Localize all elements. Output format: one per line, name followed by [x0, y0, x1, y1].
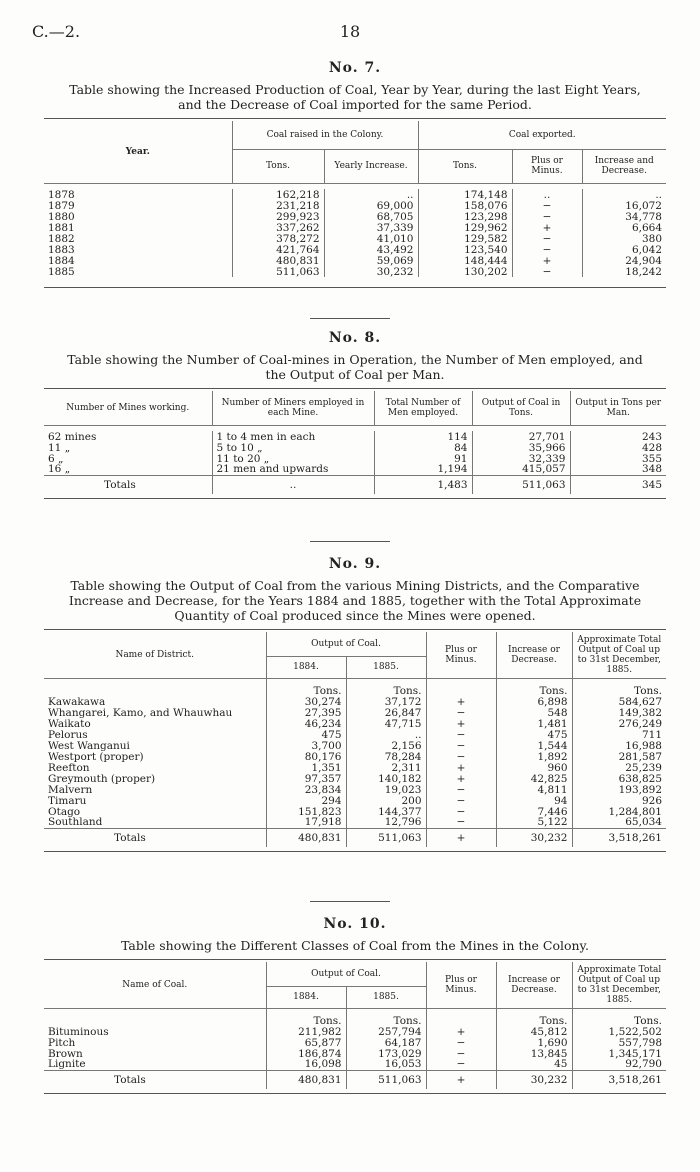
increase-cell: 69,000: [324, 200, 418, 211]
output-1884-cell: 80,176: [266, 751, 346, 762]
plus-minus-cell: −: [426, 1059, 496, 1070]
output-1884-cell: 3,700: [266, 740, 346, 751]
document-code: C.—2.: [32, 22, 81, 41]
total-output-cell: 557,798: [572, 1037, 666, 1048]
table-8: [44, 391, 666, 494]
increase-cell: 41,010: [324, 233, 418, 244]
table-10-number: No. 10.: [323, 916, 387, 932]
export-tons-cell: 174,148: [418, 189, 512, 200]
output-1885-cell: 47,715: [346, 718, 426, 729]
district-cell: [44, 729, 266, 740]
output-1885-cell: 2,156: [346, 740, 426, 751]
miners-each-cell: 11 to 20 „: [212, 453, 374, 464]
increase-decrease-cell: ..: [582, 189, 666, 200]
mines-cell: [44, 431, 212, 442]
totals-1884: 480,831: [266, 828, 346, 847]
table-10-caption: Table showing the Different Classes of Coal from the Mines in the Colony.: [121, 938, 589, 953]
per-man-cell: 355: [570, 453, 666, 464]
blank-cell: [44, 1008, 266, 1026]
totals-1885: 511,063: [346, 1070, 426, 1089]
increase-decrease-cell: 1,481: [496, 718, 572, 729]
col-total-output: Approximate Total Output of Coal up to 31st December, 1885.: [572, 962, 666, 1008]
plus-minus-cell: +: [512, 222, 582, 233]
total-output-cell: 281,587: [572, 751, 666, 762]
plus-minus-cell: −: [426, 795, 496, 806]
table-row: [44, 431, 666, 442]
per-man-cell: 348: [570, 464, 666, 475]
col-exported: Coal exported.: [418, 121, 666, 149]
totals-output: 511,063: [472, 475, 570, 494]
table-row: [44, 696, 666, 707]
plus-minus-cell: +: [426, 1026, 496, 1037]
table-9-section: [44, 556, 666, 852]
totals-per-man: 345: [570, 475, 666, 494]
table-row: [44, 442, 666, 453]
row-label: Pelorus: [48, 728, 88, 741]
col-1884: 1884.: [266, 986, 346, 1008]
table-10-section: [44, 916, 666, 1094]
row-label: Brown: [48, 1047, 83, 1060]
year-cell: [44, 211, 232, 222]
col-plus-minus: Plus or Minus.: [512, 149, 582, 183]
total-output-cell: 1,345,171: [572, 1048, 666, 1059]
row-label: West Wanganui: [48, 739, 130, 752]
output-1885-cell: 12,796: [346, 817, 426, 828]
col-export-tons: Tons.: [418, 149, 512, 183]
totals-row: [44, 828, 666, 847]
blank-cell: [426, 678, 496, 696]
output-1885-cell: 19,023: [346, 784, 426, 795]
total-output-cell: 16,988: [572, 740, 666, 751]
table-10: [44, 962, 666, 1089]
output-1884-cell: 294: [266, 795, 346, 806]
increase-cell: ..: [324, 189, 418, 200]
row-label: 11 „: [48, 441, 71, 454]
plus-minus-cell: −: [512, 266, 582, 277]
increase-decrease-cell: 6,042: [582, 244, 666, 255]
totals-total-output: 3,518,261: [572, 1070, 666, 1089]
total-output-cell: 1,522,502: [572, 1026, 666, 1037]
output-cell: 415,057: [472, 464, 570, 475]
table-8-section: [44, 330, 666, 499]
table-row: [44, 244, 666, 255]
row-label: 6 „: [48, 452, 64, 465]
totals-1884: 480,831: [266, 1070, 346, 1089]
plus-minus-cell: −: [426, 729, 496, 740]
blank-cell: [426, 1008, 496, 1026]
unit-label: Tons.: [266, 678, 346, 696]
miners-each-cell: 1 to 4 men in each: [212, 431, 374, 442]
table-row: [44, 1037, 666, 1048]
district-cell: [44, 795, 266, 806]
total-output-cell: 926: [572, 795, 666, 806]
plus-minus-cell: −: [512, 211, 582, 222]
col-tons: Tons.: [232, 149, 324, 183]
table-row: [44, 707, 666, 718]
row-label: Whangarei, Kamo, and Whauwhau: [48, 706, 233, 719]
plus-minus-cell: +: [426, 773, 496, 784]
totals-label: Totals: [114, 831, 146, 844]
table-row: [44, 464, 666, 475]
table-7: [44, 121, 666, 281]
col-coal-name: Name of Coal.: [122, 979, 188, 990]
totals-increase-decrease: 30,232: [496, 1070, 572, 1089]
table-row: [44, 453, 666, 464]
output-1884-cell: 16,098: [266, 1059, 346, 1070]
table-row: [44, 1059, 666, 1070]
totals-label: Totals: [104, 478, 136, 491]
page-header: [32, 22, 668, 42]
increase-decrease-cell: 18,242: [582, 266, 666, 277]
increase-decrease-cell: 475: [496, 729, 572, 740]
total-output-cell: 711: [572, 729, 666, 740]
district-cell: [44, 762, 266, 773]
table-row: [44, 718, 666, 729]
increase-decrease-cell: 94: [496, 795, 572, 806]
table-7-caption: Table showing the Increased Production of Coal, Year by Year, during the last Eight Years, and the Decrease of Coal imported for the same Period.: [69, 82, 641, 112]
output-1885-cell: 144,377: [346, 806, 426, 817]
increase-decrease-cell: 13,845: [496, 1048, 572, 1059]
output-cell: 35,966: [472, 442, 570, 453]
blank-cell: [44, 678, 266, 696]
unit-label: Tons.: [346, 678, 426, 696]
increase-decrease-cell: 6,664: [582, 222, 666, 233]
output-1885-cell: 257,794: [346, 1026, 426, 1037]
export-tons-cell: 129,962: [418, 222, 512, 233]
col-miners-each: Number of Miners employed in each Mine.: [212, 391, 374, 425]
table-row: [44, 740, 666, 751]
men-cell: 114: [374, 431, 472, 442]
tons-cell: 511,063: [232, 266, 324, 277]
district-cell: [44, 718, 266, 729]
row-label: Kawakawa: [48, 695, 106, 708]
plus-minus-cell: −: [426, 740, 496, 751]
row-label: Westport (proper): [48, 750, 144, 763]
table-row: [44, 806, 666, 817]
increase-cell: 43,492: [324, 244, 418, 255]
year-cell: [44, 233, 232, 244]
units-row: [44, 678, 666, 696]
output-1885-cell: ..: [346, 729, 426, 740]
col-1884: 1884.: [266, 656, 346, 678]
increase-decrease-cell: 1,690: [496, 1037, 572, 1048]
increase-decrease-cell: 34,778: [582, 211, 666, 222]
district-cell: [44, 773, 266, 784]
output-1884-cell: 1,351: [266, 762, 346, 773]
men-cell: 1,194: [374, 464, 472, 475]
row-label: 1878: [48, 188, 75, 201]
page-number: 18: [339, 22, 361, 41]
output-1884-cell: 23,834: [266, 784, 346, 795]
totals-each: ..: [212, 475, 374, 494]
table-7-section: [44, 60, 666, 288]
totals-row: [44, 1070, 666, 1089]
tons-cell: 162,218: [232, 189, 324, 200]
increase-decrease-cell: 1,544: [496, 740, 572, 751]
increase-decrease-cell: 45,812: [496, 1026, 572, 1037]
plus-minus-cell: −: [426, 817, 496, 828]
output-1884-cell: 475: [266, 729, 346, 740]
row-label: 1885: [48, 265, 75, 278]
output-cell: 32,339: [472, 453, 570, 464]
output-1885-cell: 64,187: [346, 1037, 426, 1048]
tons-cell: 480,831: [232, 255, 324, 266]
increase-decrease-cell: 1,892: [496, 751, 572, 762]
output-cell: 27,701: [472, 431, 570, 442]
row-label: Bituminous: [48, 1025, 109, 1038]
increase-cell: 37,339: [324, 222, 418, 233]
totals-total-output: 3,518,261: [572, 828, 666, 847]
output-1884-cell: 17,918: [266, 817, 346, 828]
total-output-cell: 276,249: [572, 718, 666, 729]
coal-name-cell: [44, 1059, 266, 1070]
col-1885: 1885.: [346, 986, 426, 1008]
col-total-men: Total Number of Men employed.: [374, 391, 472, 425]
row-label: Southland: [48, 816, 103, 829]
plus-minus-cell: −: [426, 707, 496, 718]
totals-men: 1,483: [374, 475, 472, 494]
plus-minus-cell: +: [426, 696, 496, 707]
plus-minus-cell: −: [426, 751, 496, 762]
district-cell: [44, 707, 266, 718]
col-district: Name of District.: [115, 649, 195, 660]
district-cell: [44, 751, 266, 762]
table-row: [44, 1048, 666, 1059]
output-1884-cell: 65,877: [266, 1037, 346, 1048]
tons-cell: 421,764: [232, 244, 324, 255]
row-label: 1880: [48, 210, 75, 223]
export-tons-cell: 129,582: [418, 233, 512, 244]
col-raised: Coal raised in the Colony.: [232, 121, 418, 149]
table-8-caption: Table showing the Number of Coal-mines in Operation, the Number of Men employed, and the Output of Coal per Man.: [67, 352, 643, 382]
totals-plus-minus: +: [426, 1070, 496, 1089]
export-tons-cell: 130,202: [418, 266, 512, 277]
row-label: 1879: [48, 199, 75, 212]
col-increase-decrease: Increase or Decrease.: [496, 962, 572, 1008]
row-label: Malvern: [48, 783, 93, 796]
district-cell: [44, 817, 266, 828]
output-1885-cell: 2,311: [346, 762, 426, 773]
table-row: [44, 189, 666, 200]
row-label: 1884: [48, 254, 75, 267]
plus-minus-cell: +: [426, 762, 496, 773]
table-row: [44, 729, 666, 740]
table-row: [44, 795, 666, 806]
totals-row: [44, 475, 666, 494]
total-output-cell: 25,239: [572, 762, 666, 773]
export-tons-cell: 123,298: [418, 211, 512, 222]
coal-name-cell: [44, 1026, 266, 1037]
table-9-caption: Table showing the Output of Coal from the various Mining Districts, and the Comparative Increase and Decrease, for the Years 1884 and 1885, together with the Total Approximate Quantity of Coal produced since the Mines were opened.: [68, 578, 642, 623]
increase-decrease-cell: 42,825: [496, 773, 572, 784]
tons-cell: 231,218: [232, 200, 324, 211]
output-1884-cell: 27,395: [266, 707, 346, 718]
col-year: Year.: [125, 146, 150, 157]
table-row: [44, 200, 666, 211]
export-tons-cell: 123,540: [418, 244, 512, 255]
unit-label: Tons.: [496, 678, 572, 696]
table-row: [44, 222, 666, 233]
year-cell: [44, 244, 232, 255]
col-output: Output of Coal.: [266, 962, 426, 986]
increase-cell: 68,705: [324, 211, 418, 222]
plus-minus-cell: +: [512, 255, 582, 266]
table-row: [44, 266, 666, 277]
table-row: [44, 817, 666, 828]
output-1885-cell: 173,029: [346, 1048, 426, 1059]
output-1884-cell: 211,982: [266, 1026, 346, 1037]
export-tons-cell: 158,076: [418, 200, 512, 211]
total-output-cell: 193,892: [572, 784, 666, 795]
tons-cell: 299,923: [232, 211, 324, 222]
col-mines: Number of Mines working.: [66, 402, 190, 413]
miners-each-cell: 5 to 10 „: [212, 442, 374, 453]
output-1884-cell: 186,874: [266, 1048, 346, 1059]
district-cell: [44, 740, 266, 751]
tons-cell: 337,262: [232, 222, 324, 233]
table-row: [44, 211, 666, 222]
output-1884-cell: 97,357: [266, 773, 346, 784]
totals-plus-minus: +: [426, 828, 496, 847]
output-1884-cell: 151,823: [266, 806, 346, 817]
tons-cell: 378,272: [232, 233, 324, 244]
col-plus-minus: Plus or Minus.: [426, 962, 496, 1008]
unit-label: Tons.: [266, 1008, 346, 1026]
total-output-cell: 1,284,801: [572, 806, 666, 817]
col-total-output: Approximate Total Output of Coal up to 31st December, 1885.: [572, 632, 666, 678]
row-label: 16 „: [48, 463, 71, 476]
plus-minus-cell: −: [512, 200, 582, 211]
row-label: Lignite: [48, 1058, 86, 1071]
table-row: [44, 751, 666, 762]
increase-decrease-cell: 24,904: [582, 255, 666, 266]
row-label: 1883: [48, 243, 75, 256]
per-man-cell: 243: [570, 431, 666, 442]
plus-minus-cell: −: [426, 806, 496, 817]
year-cell: [44, 255, 232, 266]
total-output-cell: 65,034: [572, 817, 666, 828]
increase-decrease-cell: 960: [496, 762, 572, 773]
men-cell: 84: [374, 442, 472, 453]
row-label: Greymouth (proper): [48, 772, 156, 785]
increase-cell: 59,069: [324, 255, 418, 266]
year-cell: [44, 200, 232, 211]
col-increase-decrease: Increase or Decrease.: [496, 632, 572, 678]
total-output-cell: 584,627: [572, 696, 666, 707]
col-output: Output of Coal in Tons.: [472, 391, 570, 425]
table-9-number: No. 9.: [328, 556, 382, 572]
row-label: Waikato: [48, 717, 91, 730]
output-1884-cell: 46,234: [266, 718, 346, 729]
col-increase-decrease: Increase and Decrease.: [582, 149, 666, 183]
output-1885-cell: 16,053: [346, 1059, 426, 1070]
col-plus-minus: Plus or Minus.: [426, 632, 496, 678]
plus-minus-cell: −: [426, 1037, 496, 1048]
output-1885-cell: 78,284: [346, 751, 426, 762]
increase-decrease-cell: 4,811: [496, 784, 572, 795]
table-row: [44, 255, 666, 266]
totals-increase-decrease: 30,232: [496, 828, 572, 847]
plus-minus-cell: −: [512, 244, 582, 255]
unit-label: Tons.: [496, 1008, 572, 1026]
row-label: Pitch: [48, 1036, 76, 1049]
men-cell: 91: [374, 453, 472, 464]
year-cell: [44, 266, 232, 277]
coal-name-cell: [44, 1037, 266, 1048]
spacer-row: [44, 277, 666, 281]
increase-cell: 30,232: [324, 266, 418, 277]
increase-decrease-cell: 380: [582, 233, 666, 244]
totals-1885: 511,063: [346, 828, 426, 847]
increase-decrease-cell: 7,446: [496, 806, 572, 817]
row-label: 1882: [48, 232, 75, 245]
export-tons-cell: 148,444: [418, 255, 512, 266]
total-output-cell: 149,382: [572, 707, 666, 718]
table-row: [44, 762, 666, 773]
table-8-number: No. 8.: [328, 330, 382, 346]
increase-decrease-cell: 548: [496, 707, 572, 718]
total-output-cell: 92,790: [572, 1059, 666, 1070]
plus-minus-cell: ..: [512, 189, 582, 200]
output-1885-cell: 37,172: [346, 696, 426, 707]
output-1885-cell: 200: [346, 795, 426, 806]
increase-decrease-cell: 45: [496, 1059, 572, 1070]
unit-label: Tons.: [572, 1008, 666, 1026]
output-1885-cell: 140,182: [346, 773, 426, 784]
table-row: [44, 784, 666, 795]
mines-cell: [44, 442, 212, 453]
total-output-cell: 638,825: [572, 773, 666, 784]
output-1885-cell: 26,847: [346, 707, 426, 718]
plus-minus-cell: −: [426, 784, 496, 795]
increase-decrease-cell: 6,898: [496, 696, 572, 707]
year-cell: [44, 189, 232, 200]
district-cell: [44, 696, 266, 707]
year-cell: [44, 222, 232, 233]
col-per-man: Output in Tons per Man.: [570, 391, 666, 425]
output-1884-cell: 30,274: [266, 696, 346, 707]
col-1885: 1885.: [346, 656, 426, 678]
miners-each-cell: 21 men and upwards: [212, 464, 374, 475]
unit-label: Tons.: [346, 1008, 426, 1026]
row-label: Otago: [48, 805, 81, 818]
plus-minus-cell: −: [512, 233, 582, 244]
mines-cell: [44, 464, 212, 475]
table-row: [44, 773, 666, 784]
row-label: Reefton: [48, 761, 90, 774]
totals-label: Totals: [114, 1073, 146, 1086]
district-cell: [44, 784, 266, 795]
units-row: [44, 1008, 666, 1026]
table-7-number: No. 7.: [328, 60, 382, 76]
table-row: [44, 233, 666, 244]
row-label: 62 mines: [48, 430, 97, 443]
increase-decrease-cell: 5,122: [496, 817, 572, 828]
unit-label: Tons.: [572, 678, 666, 696]
table-9: [44, 632, 666, 847]
per-man-cell: 428: [570, 442, 666, 453]
plus-minus-cell: +: [426, 718, 496, 729]
row-label: 1881: [48, 221, 75, 234]
increase-decrease-cell: 16,072: [582, 200, 666, 211]
col-output: Output of Coal.: [266, 632, 426, 656]
row-label: Timaru: [48, 794, 87, 807]
plus-minus-cell: −: [426, 1048, 496, 1059]
col-yearly-increase: Yearly Increase.: [324, 149, 418, 183]
table-row: [44, 1026, 666, 1037]
